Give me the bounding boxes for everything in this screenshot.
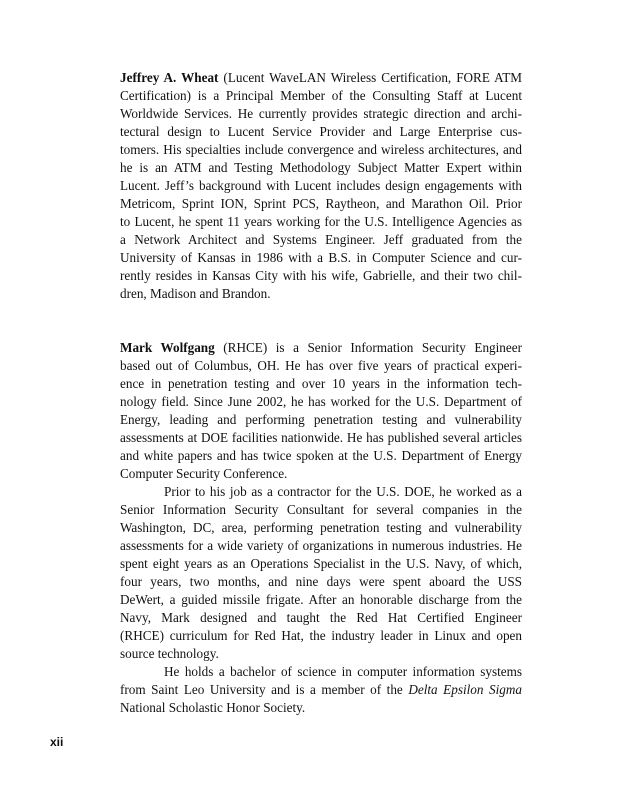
bio-line: source technology.: [120, 646, 219, 661]
bio-line: to Lucent, he spent 11 years working for the U.S. Intelligence Agencies as: [120, 214, 522, 229]
bio-line: He holds a bachelor of science in computer information systems: [164, 664, 522, 679]
bio-wolfgang: [120, 339, 522, 717]
bio-line: ence in penetration testing and over 10 years in the information tech-: [120, 376, 522, 391]
bio-line: Navy, Mark designed and taught the Red Hat Certified Engineer: [120, 610, 522, 625]
honor-society-name: Delta Epsilon Sigma: [408, 682, 522, 697]
bio-line: Mark Wolfgang (RHCE) is a Senior Information Security Engineer: [120, 340, 522, 355]
bio-line: assessments for a wide variety of organizations in numerous industries. He: [120, 538, 522, 553]
text-column: [120, 69, 522, 717]
bio-line: dren, Madison and Brandon.: [120, 286, 271, 301]
bio-spacer: [120, 321, 522, 339]
bio-line: Lucent. Jeff’s background with Lucent includes design engagements with: [120, 178, 522, 193]
bio-line: tectural design to Lucent Service Provider and Large Enterprise cus-: [120, 124, 522, 139]
bio-line: and white papers and has twice spoken at the U.S. Department of Energy: [120, 448, 522, 463]
bio-line: tomers. His specialties include convergence and wireless architectures, and: [120, 142, 522, 157]
bio-wheat: [120, 69, 522, 303]
bio-line: Computer Security Conference.: [120, 466, 288, 481]
bio-line: spent eight years as an Operations Specialist in the U.S. Navy, of which,: [120, 556, 522, 571]
author-name: Jeffrey A. Wheat: [120, 70, 219, 85]
bio-line: based out of Columbus, OH. He has over five years of practical experi-: [120, 358, 522, 373]
bio-line: DeWert, a guided missile frigate. After an honorable discharge from the: [120, 592, 522, 607]
bio-line: National Scholastic Honor Society.: [120, 700, 306, 715]
bio-line: Certification) is a Principal Member of the Consulting Staff at Lucent: [120, 88, 522, 103]
bio-line: assessments at DOE facilities nationwide. He has published several articles: [120, 430, 522, 445]
bio-line: University of Kansas in 1986 with a B.S. in Computer Science and cur-: [120, 250, 522, 265]
bio-line: four years, two months, and nine days were spent aboard the USS: [120, 574, 522, 589]
bio-line: Metricom, Sprint ION, Sprint PCS, Raytheon, and Marathon Oil. Prior: [120, 196, 522, 211]
author-name: Mark Wolfgang: [120, 340, 215, 355]
page-number: xii: [50, 735, 64, 749]
bio-line: Energy, leading and performing penetration testing and vulnerability: [120, 412, 522, 427]
bio-line: Prior to his job as a contractor for the U.S. DOE, he worked as a: [164, 484, 522, 499]
bio-line: Jeffrey A. Wheat (Lucent WaveLAN Wireless Certification, FORE ATM: [120, 70, 522, 85]
bio-spacer: [120, 303, 522, 321]
bio-line: a Network Architect and Systems Engineer. Jeff graduated from the: [120, 232, 522, 247]
bio-line: from Saint Leo University and is a member of the Delta Epsilon Sigma: [120, 682, 522, 697]
bio-line: Worldwide Services. He currently provides strategic direction and archi-: [120, 106, 522, 121]
bio-line: rently resides in Kansas City with his wife, Gabrielle, and their two chil-: [120, 268, 522, 283]
bio-line: he is an ATM and Testing Methodology Subject Matter Expert within: [120, 160, 522, 175]
bio-line: nology field. Since June 2002, he has worked for the U.S. Department of: [120, 394, 522, 409]
bio-line: Washington, DC, area, performing penetration testing and vulnerability: [120, 520, 522, 535]
bio-line: Senior Information Security Consultant for several companies in the: [120, 502, 522, 517]
bio-line: (RHCE) curriculum for Red Hat, the industry leader in Linux and open: [120, 628, 522, 643]
